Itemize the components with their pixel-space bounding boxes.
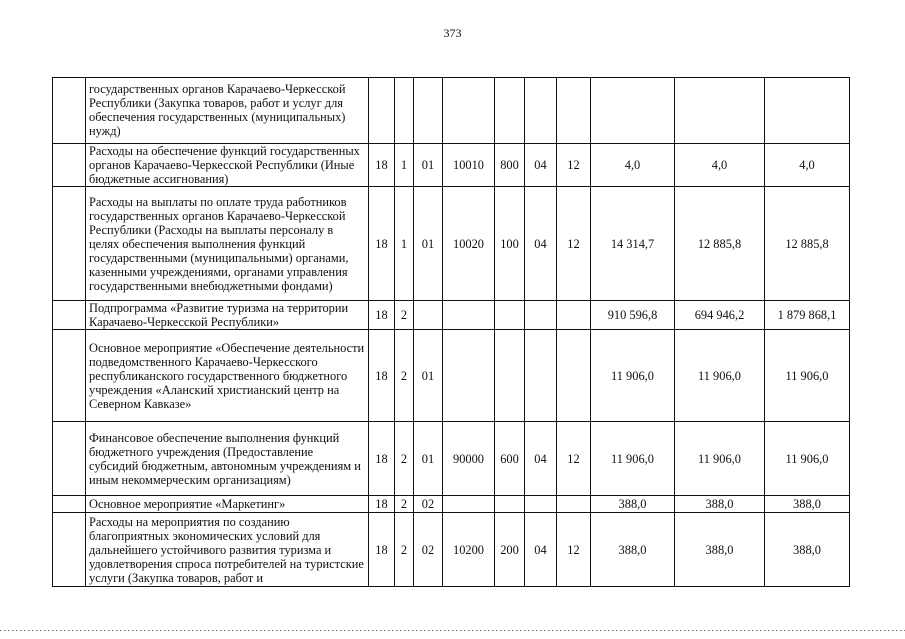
amount-year-1: 11 906,0: [591, 330, 675, 422]
direction-code: [443, 301, 495, 330]
amount-year-1: 11 906,0: [591, 422, 675, 496]
direction-code: [443, 78, 495, 144]
measure-code: 01: [414, 144, 443, 187]
amount-year-2: 11 906,0: [675, 330, 765, 422]
measure-code: 01: [414, 187, 443, 301]
measure-code: 02: [414, 496, 443, 513]
budget-table: [52, 77, 850, 587]
subsection-code: [557, 330, 591, 422]
expense-name: Основное мероприятие «Обеспечение деятельности подведомственного Карачаево-Черкесского республиканского государственного бюджетного учреждения «Аланский христианский центр на Северном Кавказе»: [86, 330, 369, 422]
direction-code: 90000: [443, 422, 495, 496]
expense-type-code: [495, 301, 525, 330]
amount-year-3: 4,0: [765, 144, 850, 187]
amount-year-2: [675, 78, 765, 144]
table-row: [53, 187, 850, 301]
expense-name: Финансовое обеспечение выполнения функций бюджетного учреждения (Предоставление субсидий бюджетным, автономным учреждениям и иным некоммерческим организациям): [86, 422, 369, 496]
direction-code: 10010: [443, 144, 495, 187]
amount-year-1: 4,0: [591, 144, 675, 187]
expense-name: Подпрограмма «Развитие туризма на территории Карачаево-Черкесской Республики»: [86, 301, 369, 330]
expense-type-code: 800: [495, 144, 525, 187]
subprogram-code: 2: [395, 513, 414, 587]
expense-type-code: 100: [495, 187, 525, 301]
measure-code: 01: [414, 330, 443, 422]
expense-name: Основное мероприятие «Маркетинг»: [86, 496, 369, 513]
amount-year-3: 1 879 868,1: [765, 301, 850, 330]
row-marker-cell: [53, 78, 86, 144]
direction-code: 10200: [443, 513, 495, 587]
program-code: 18: [369, 187, 395, 301]
amount-year-1: 388,0: [591, 496, 675, 513]
section-code: [525, 78, 557, 144]
amount-year-2: 388,0: [675, 496, 765, 513]
table-row: [53, 301, 850, 330]
scan-edge-line: [0, 630, 905, 631]
subsection-code: 12: [557, 513, 591, 587]
amount-year-3: 388,0: [765, 513, 850, 587]
expense-type-code: 600: [495, 422, 525, 496]
amount-year-3: 11 906,0: [765, 330, 850, 422]
amount-year-2: 4,0: [675, 144, 765, 187]
subsection-code: [557, 496, 591, 513]
measure-code: [414, 78, 443, 144]
program-code: 18: [369, 144, 395, 187]
expense-type-code: [495, 496, 525, 513]
program-code: 18: [369, 496, 395, 513]
table-row: [53, 513, 850, 587]
section-code: [525, 330, 557, 422]
section-code: [525, 496, 557, 513]
section-code: 04: [525, 144, 557, 187]
subprogram-code: [395, 78, 414, 144]
section-code: [525, 301, 557, 330]
row-marker-cell: [53, 330, 86, 422]
program-code: 18: [369, 301, 395, 330]
table-row: [53, 144, 850, 187]
section-code: 04: [525, 422, 557, 496]
amount-year-1: [591, 78, 675, 144]
row-marker-cell: [53, 187, 86, 301]
row-marker-cell: [53, 513, 86, 587]
subprogram-code: 1: [395, 144, 414, 187]
program-code: 18: [369, 422, 395, 496]
row-marker-cell: [53, 422, 86, 496]
row-marker-cell: [53, 496, 86, 513]
expense-name: государственных органов Карачаево-Черкесской Республики (Закупка товаров, работ и услуг для обеспечения государственных (муниципальных) нужд): [86, 78, 369, 144]
subsection-code: 12: [557, 422, 591, 496]
row-marker-cell: [53, 144, 86, 187]
direction-code: 10020: [443, 187, 495, 301]
section-code: 04: [525, 187, 557, 301]
expense-name: Расходы на выплаты по оплате труда работников государственных органов Карачаево-Черкесской Республики (Расходы на выплаты персоналу в целях обеспечения выполнения функций государственными (муниципальными) органами, казенными учреждениями, органами управления государственными внебюджетными фондами): [86, 187, 369, 301]
subprogram-code: 2: [395, 422, 414, 496]
expense-name: Расходы на обеспечение функций государственных органов Карачаево-Черкесской Республики (Иные бюджетные ассигнования): [86, 144, 369, 187]
measure-code: 02: [414, 513, 443, 587]
amount-year-1: 388,0: [591, 513, 675, 587]
amount-year-1: 910 596,8: [591, 301, 675, 330]
amount-year-2: 388,0: [675, 513, 765, 587]
subprogram-code: 2: [395, 496, 414, 513]
expense-type-code: [495, 78, 525, 144]
subprogram-code: 2: [395, 330, 414, 422]
expense-type-code: [495, 330, 525, 422]
expense-name: Расходы на мероприятия по созданию благоприятных экономических условий для дальнейшего устойчивого развития туризма и удовлетворения спроса потребителей на туристские услуги (Закупка товаров, работ и: [86, 513, 369, 587]
program-code: 18: [369, 513, 395, 587]
subsection-code: 12: [557, 144, 591, 187]
program-code: [369, 78, 395, 144]
amount-year-2: 694 946,2: [675, 301, 765, 330]
amount-year-3: [765, 78, 850, 144]
amount-year-2: 11 906,0: [675, 422, 765, 496]
table-row: [53, 496, 850, 513]
amount-year-1: 14 314,7: [591, 187, 675, 301]
subsection-code: [557, 301, 591, 330]
amount-year-3: 388,0: [765, 496, 850, 513]
measure-code: 01: [414, 422, 443, 496]
section-code: 04: [525, 513, 557, 587]
subprogram-code: 1: [395, 187, 414, 301]
table-row: [53, 330, 850, 422]
table-row: [53, 422, 850, 496]
subsection-code: 12: [557, 187, 591, 301]
direction-code: [443, 330, 495, 422]
measure-code: [414, 301, 443, 330]
subsection-code: [557, 78, 591, 144]
table-row: [53, 78, 850, 144]
amount-year-3: 12 885,8: [765, 187, 850, 301]
amount-year-2: 12 885,8: [675, 187, 765, 301]
subprogram-code: 2: [395, 301, 414, 330]
amount-year-3: 11 906,0: [765, 422, 850, 496]
page-number: 373: [443, 26, 462, 40]
direction-code: [443, 496, 495, 513]
row-marker-cell: [53, 301, 86, 330]
expense-type-code: 200: [495, 513, 525, 587]
program-code: 18: [369, 330, 395, 422]
